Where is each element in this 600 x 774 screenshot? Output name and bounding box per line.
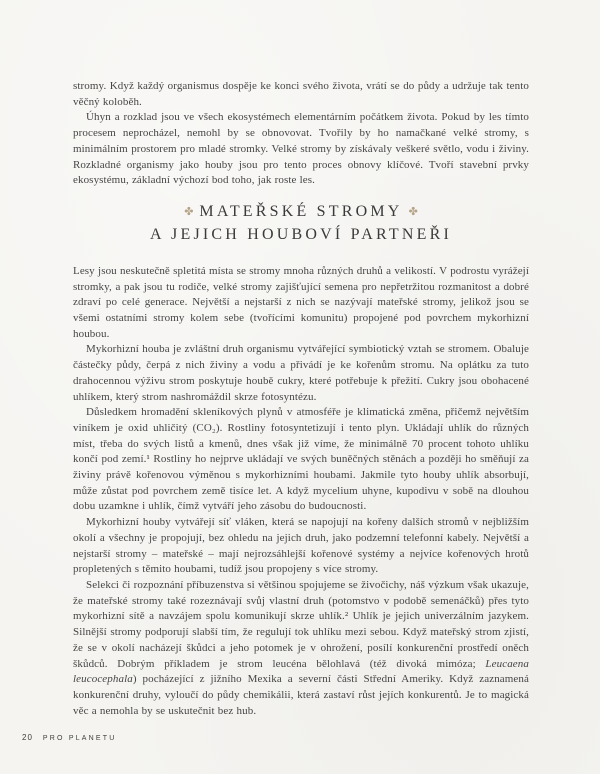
fleuron-ornament-icon: ✤ (408, 205, 418, 218)
paragraph: Selekci či rozpoznání příbuzenstva si většinou spojujeme se živočichy, náš výzkum však ukazuje, že mateřské stromy také rozeznávají svůj vlastní druh (potomstvo v podobě semenáčků) přes tyto mykorhizní sítě a navzájem spolu komunikují skrze uhlík.² Uhlík je jejich univerzálním jazykem. Silnější stromy podporují slabší tím, že regulují tok uhlíku mezi sebou. Když mateřský strom zjistí, že se v okolí nacházejí škůdci a jeho potomek je v ohrožení, posílí konkurenční prostředí oněch škůdců. Dobrým příkladem je strom leucéna bělohlavá (též divoká mimóza; Leucaena leucocephala) pocházející z jižního Mexika a severní části Střední Ameriky. Když zaznamená konkurenční druhy, vyloučí do půdy chemikálii, která zastaví růst jejích konkurentů. Je to magická věc a nemohla by se uskutečnit bez hub. (73, 578, 529, 717)
running-head: PRO PLANETU (42, 735, 117, 742)
text-column (73, 79, 529, 719)
paragraph: Důsledkem hromadění skleníkových plynů v atmosféře je klimatická změna, přičemž největším viníkem je oxid uhličitý (CO₂). Rostliny fotosyntetizují i tento plyn. Ukládají uhlík do různých míst, třeba do svých listů a kmenů, dnes však již víme, že minimálně 70 procent tohoto uhlíku končí pod zemí.¹ Rostliny ho nejprve ukládají ve svých buněčných stěnách a později ho směňují za živiny právě kořenovou výměnou s mykorhizními houbami. Jakmile tyto houby uhlík absorbují, může zůstat pod povrchem země tisíce let. A když mycelium uhyne, kupodivu v sobě na dlouhou dobu uzamkne i uhlík, čímž vytváří jeho zásobu do budoucnosti. (73, 406, 529, 513)
paragraph: Mykorhizní houba je zvláštní druh organismu vytvářející symbiotický vztah se stromem. Obaluje částečky půdy, čerpá z nich živiny a vodu a přivádí je ke kořenům stromu. Na oplátku za tuto drahocennou výživu strom poskytuje houbě cukry, které potřebuje k přežití. Cukry jsou obohacené uhlíkem, který strom nashromáždil skrze fotosyntézu. (73, 343, 529, 403)
section-heading-line-1 (73, 201, 529, 224)
section-heading (73, 201, 529, 245)
paragraph: Lesy jsou neskutečně spletitá místa se stromy mnoha různých druhů a velikostí. V podrostu vyrážejí stromky, a pak jsou tu rodiče, velké stromy zajišťující semena pro nepřetržitou rozmanitost a dobré zdraví po celé generace. Největší a nejstarší z nich se nazývají mateřské stromy, jelikož jsou se všemi ostatními stromy kolem sebe (tvořícími komunitu) propojené pod povrchem mykorhizní houbou. (73, 264, 529, 340)
page-footer (22, 733, 117, 742)
fleuron-ornament-icon: ✤ (184, 205, 194, 218)
section-title-text: MATEŘSKÉ STROMY (199, 202, 403, 220)
section-heading-line-2: A JEJICH HOUBOVÍ PARTNEŘI (149, 225, 453, 243)
paragraph-continuation: stromy. Když každý organismus dospěje ke konci svého života, vrátí se do půdy a udržuje tak tento věčný koloběh. (73, 80, 529, 108)
paragraph: Mykorhizní houby vytvářejí síť vláken, která se napojují na kořeny dalších stromů v nejbližším okolí a všechny je propojují, bez ohledu na jejich druh, jako podzemní telefonní kabely. Největší a nejstarší stromy – mateřské – mají nejrozsáhlejší kořenové systémy a nejvíce kořenových hrotů propletených s těmito houbami, tudíž jsou propojeny s více stromy. (73, 516, 529, 576)
paragraph: Úhyn a rozklad jsou ve všech ekosystémech elementárním počátkem života. Pokud by les tímto procesem neprocházel, nemohl by se obnovovat. Tvořily by ho namačkané velké stromy, s minimálním prostorem pro mladé stromky. Velké stromy by získávaly veškeré světlo, vodu i živiny. Rozkladné organismy jako houby jsou pro tento proces obnovy klíčové. Tvoří stavební prvky ekosystému, základní výchozí bod toho, jak roste les. (73, 111, 529, 187)
page-number: 20 (22, 733, 33, 742)
